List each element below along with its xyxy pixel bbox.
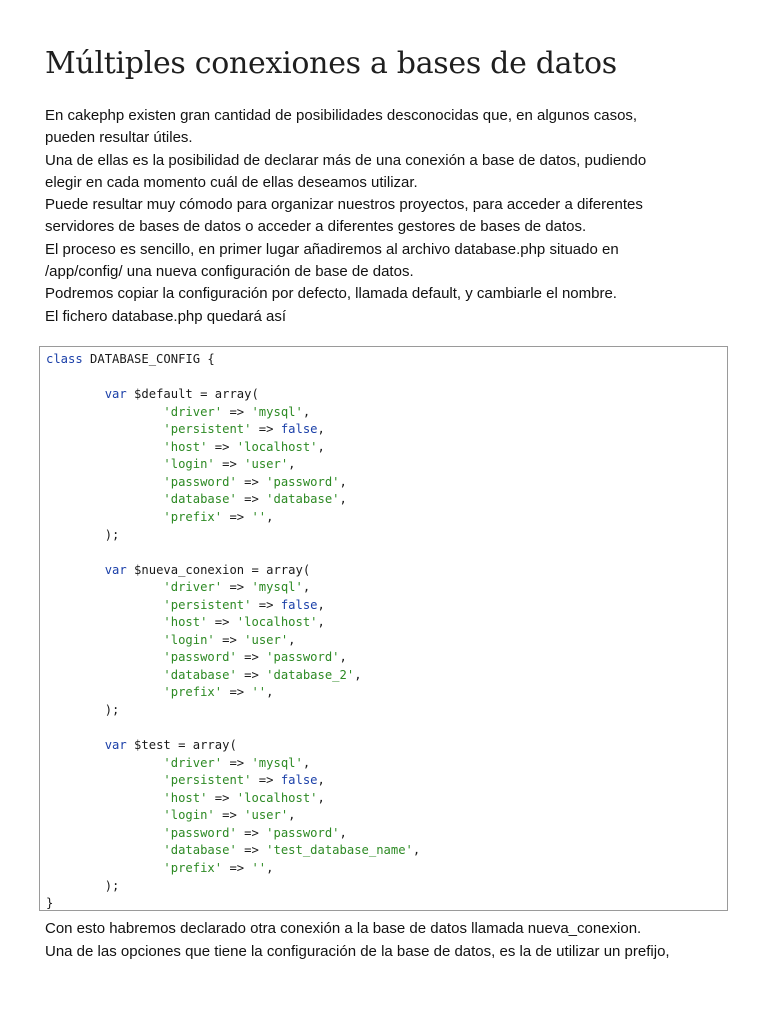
code-line: 'login' => 'user', bbox=[163, 457, 296, 472]
code-line: 'database' => 'database_2', bbox=[163, 667, 362, 682]
code-line: 'prefix' => '', bbox=[163, 860, 274, 875]
code-line: 'prefix' => '', bbox=[163, 509, 274, 524]
code-line: 'password' => 'password', bbox=[163, 474, 347, 489]
intro-line: Podremos copiar la configuración por defecto, llamada default, y cambiarle el nombre. bbox=[45, 285, 617, 303]
code-line: 'driver' => 'mysql', bbox=[163, 755, 311, 770]
code-line: 'driver' => 'mysql', bbox=[163, 404, 311, 419]
code-line: } bbox=[46, 896, 54, 911]
code-line: 'host' => 'localhost', bbox=[163, 790, 325, 805]
intro-paragraph bbox=[45, 105, 735, 328]
code-line: var $default = array( bbox=[104, 387, 259, 402]
code-line: 'persistent' => false, bbox=[163, 773, 325, 788]
code-line: var $test = array( bbox=[104, 738, 237, 753]
outro-paragraph bbox=[45, 918, 725, 963]
intro-line: El proceso es sencillo, en primer lugar añadiremos al archivo database.php situado en bbox=[45, 240, 619, 258]
intro-line: /app/config/ una nueva configuración de base de datos. bbox=[45, 263, 414, 281]
code-line: 'host' => 'localhost', bbox=[163, 615, 325, 630]
code-line: ); bbox=[46, 703, 120, 717]
code-line: class DATABASE_CONFIG { bbox=[46, 352, 215, 366]
code-line: ); bbox=[46, 527, 120, 542]
outro-line: Con esto habremos declarado otra conexión a la base de datos llamada nueva_conexion. bbox=[45, 920, 642, 937]
code-line: 'password' => 'password', bbox=[163, 825, 347, 840]
intro-line: Puede resultar muy cómodo para organizar nuestros proyectos, para acceder a diferentes bbox=[45, 196, 643, 214]
code-line: 'persistent' => false, bbox=[163, 597, 325, 612]
code-line: var $nueva_conexion = array( bbox=[104, 562, 311, 577]
code-line: 'persistent' => false, bbox=[163, 422, 325, 437]
code-line: 'prefix' => '', bbox=[163, 685, 274, 700]
code-line: 'host' => 'localhost', bbox=[163, 439, 325, 454]
code-line: 'database' => 'database', bbox=[163, 492, 347, 507]
intro-line: servidores de bases de datos o acceder a diferentes gestores de bases de datos. bbox=[45, 218, 587, 236]
intro-line: elegir en cada momento cuál de ellas deseamos utilizar. bbox=[45, 173, 418, 191]
intro-line: Una de ellas es la posibilidad de declarar más de una conexión a base de datos, pudiendo bbox=[45, 151, 647, 169]
intro-line: El fichero database.php quedará así bbox=[45, 307, 287, 325]
intro-line: En cakephp existen gran cantidad de posibilidades desconocidas que, en algunos casos, bbox=[45, 107, 638, 124]
intro-line: pueden resultar útiles. bbox=[45, 129, 193, 147]
code-line: 'login' => 'user', bbox=[163, 632, 296, 647]
code-line: 'driver' => 'mysql', bbox=[163, 580, 311, 595]
outro-line: Una de las opciones que tiene la configuración de la base de datos, es la de utilizar un prefijo, bbox=[45, 942, 670, 960]
code-block bbox=[39, 346, 728, 911]
page-title: Múltiples conexiones a bases de datos bbox=[45, 46, 617, 81]
code-line: 'database' => 'test_database_name', bbox=[163, 843, 421, 858]
code-line: ); bbox=[46, 878, 120, 893]
code-line: 'password' => 'password', bbox=[163, 650, 347, 665]
code-line: 'login' => 'user', bbox=[163, 808, 296, 823]
